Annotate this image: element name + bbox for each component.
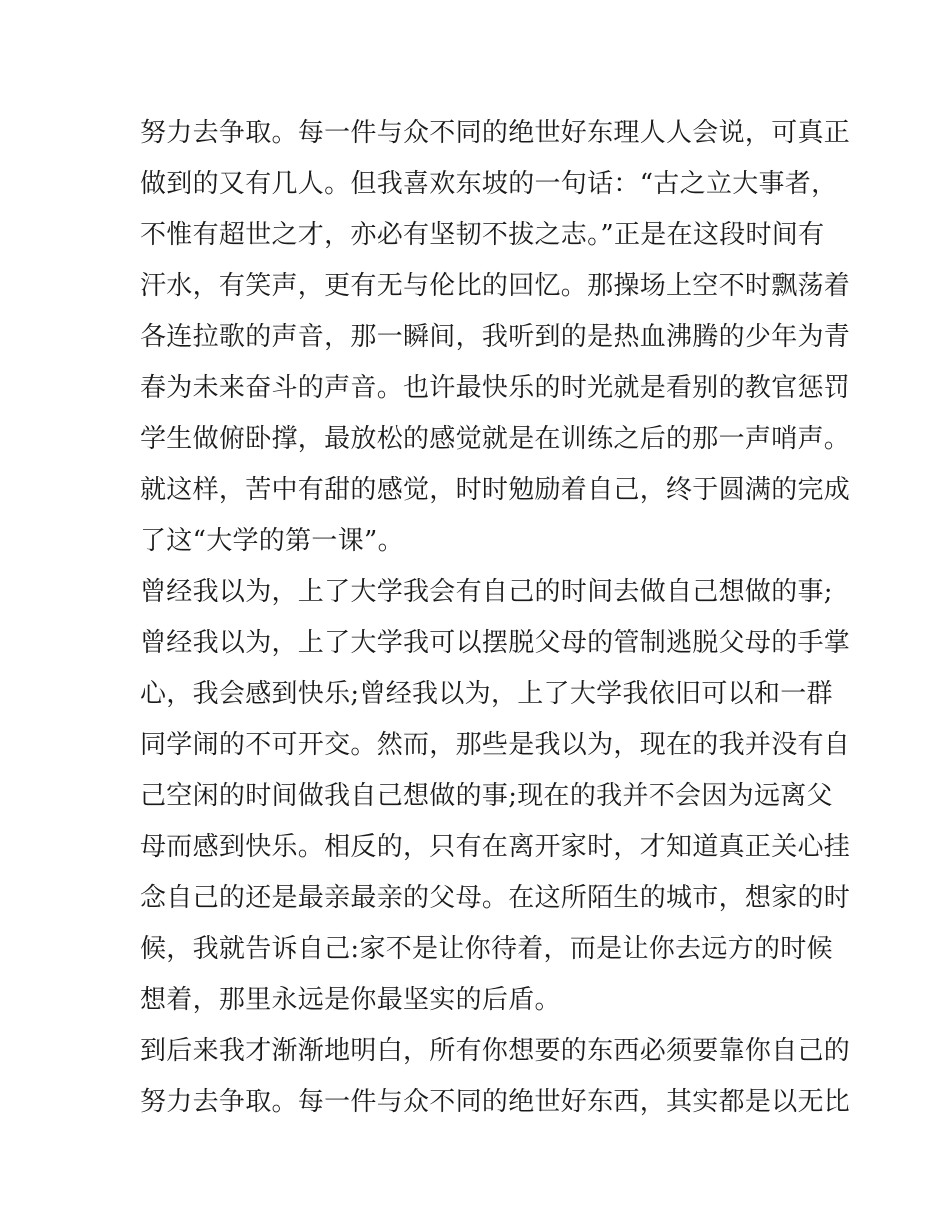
- text-line: 了这“大学的第一课”。: [140, 526, 404, 556]
- text-line: 同学闹的不可开交。然而，那些是我以为，现在的我并没有自: [140, 730, 851, 760]
- text-line: 汗水，有笑声，更有无与伦比的回忆。那操场上空不时飘荡着: [140, 271, 851, 301]
- text-line: 心，我会感到快乐;曾经我以为，上了大学我依旧可以和一群: [140, 679, 833, 709]
- text-line: 候，我就告诉自己:家不是让你待着，而是让你去远方的时候: [140, 934, 833, 964]
- text-line: 各连拉歌的声音，那一瞬间，我听到的是热血沸腾的少年为青: [140, 322, 851, 352]
- text-line: 念自己的还是最亲最亲的父母。在这所陌生的城市，想家的时: [140, 883, 851, 913]
- text-line: 学生做俯卧撑，最放松的感觉就是在训练之后的那一声哨声。: [140, 424, 851, 454]
- text-line: 做到的又有几人。但我喜欢东坡的一句话：“古之立大事者，: [140, 169, 838, 199]
- text-line: 己空闲的时间做我自己想做的事;现在的我并不会因为远离父: [140, 781, 833, 811]
- text-line: 努力去争取。每一件与众不同的绝世好东西，其实都是以无比: [140, 1087, 851, 1117]
- text-line: 春为未来奋斗的声音。也许最快乐的时光就是看别的教官惩罚: [140, 373, 851, 403]
- body-text: [140, 108, 851, 1128]
- text-line: 努力去争取。每一件与众不同的绝世好东理人人会说，可真正: [140, 118, 851, 148]
- text-line: 想着，那里永远是你最坚实的后盾。: [140, 985, 561, 1015]
- text-line: 不惟有超世之才，亦必有坚韧不拔之志。”正是在这段时间有: [140, 220, 825, 250]
- text-line: 到后来我才渐渐地明白，所有你想要的东西必须要靠你自己的: [140, 1036, 851, 1066]
- text-line: 曾经我以为，上了大学我可以摆脱父母的管制逃脱父母的手掌: [140, 628, 851, 658]
- text-line: 就这样，苦中有甜的感觉，时时勉励着自己，终于圆满的完成: [140, 475, 851, 505]
- text-line: 母而感到快乐。相反的，只有在离开家时，才知道真正关心挂: [140, 832, 851, 862]
- text-line: 曾经我以为，上了大学我会有自己的时间去做自己想做的事;: [140, 577, 833, 607]
